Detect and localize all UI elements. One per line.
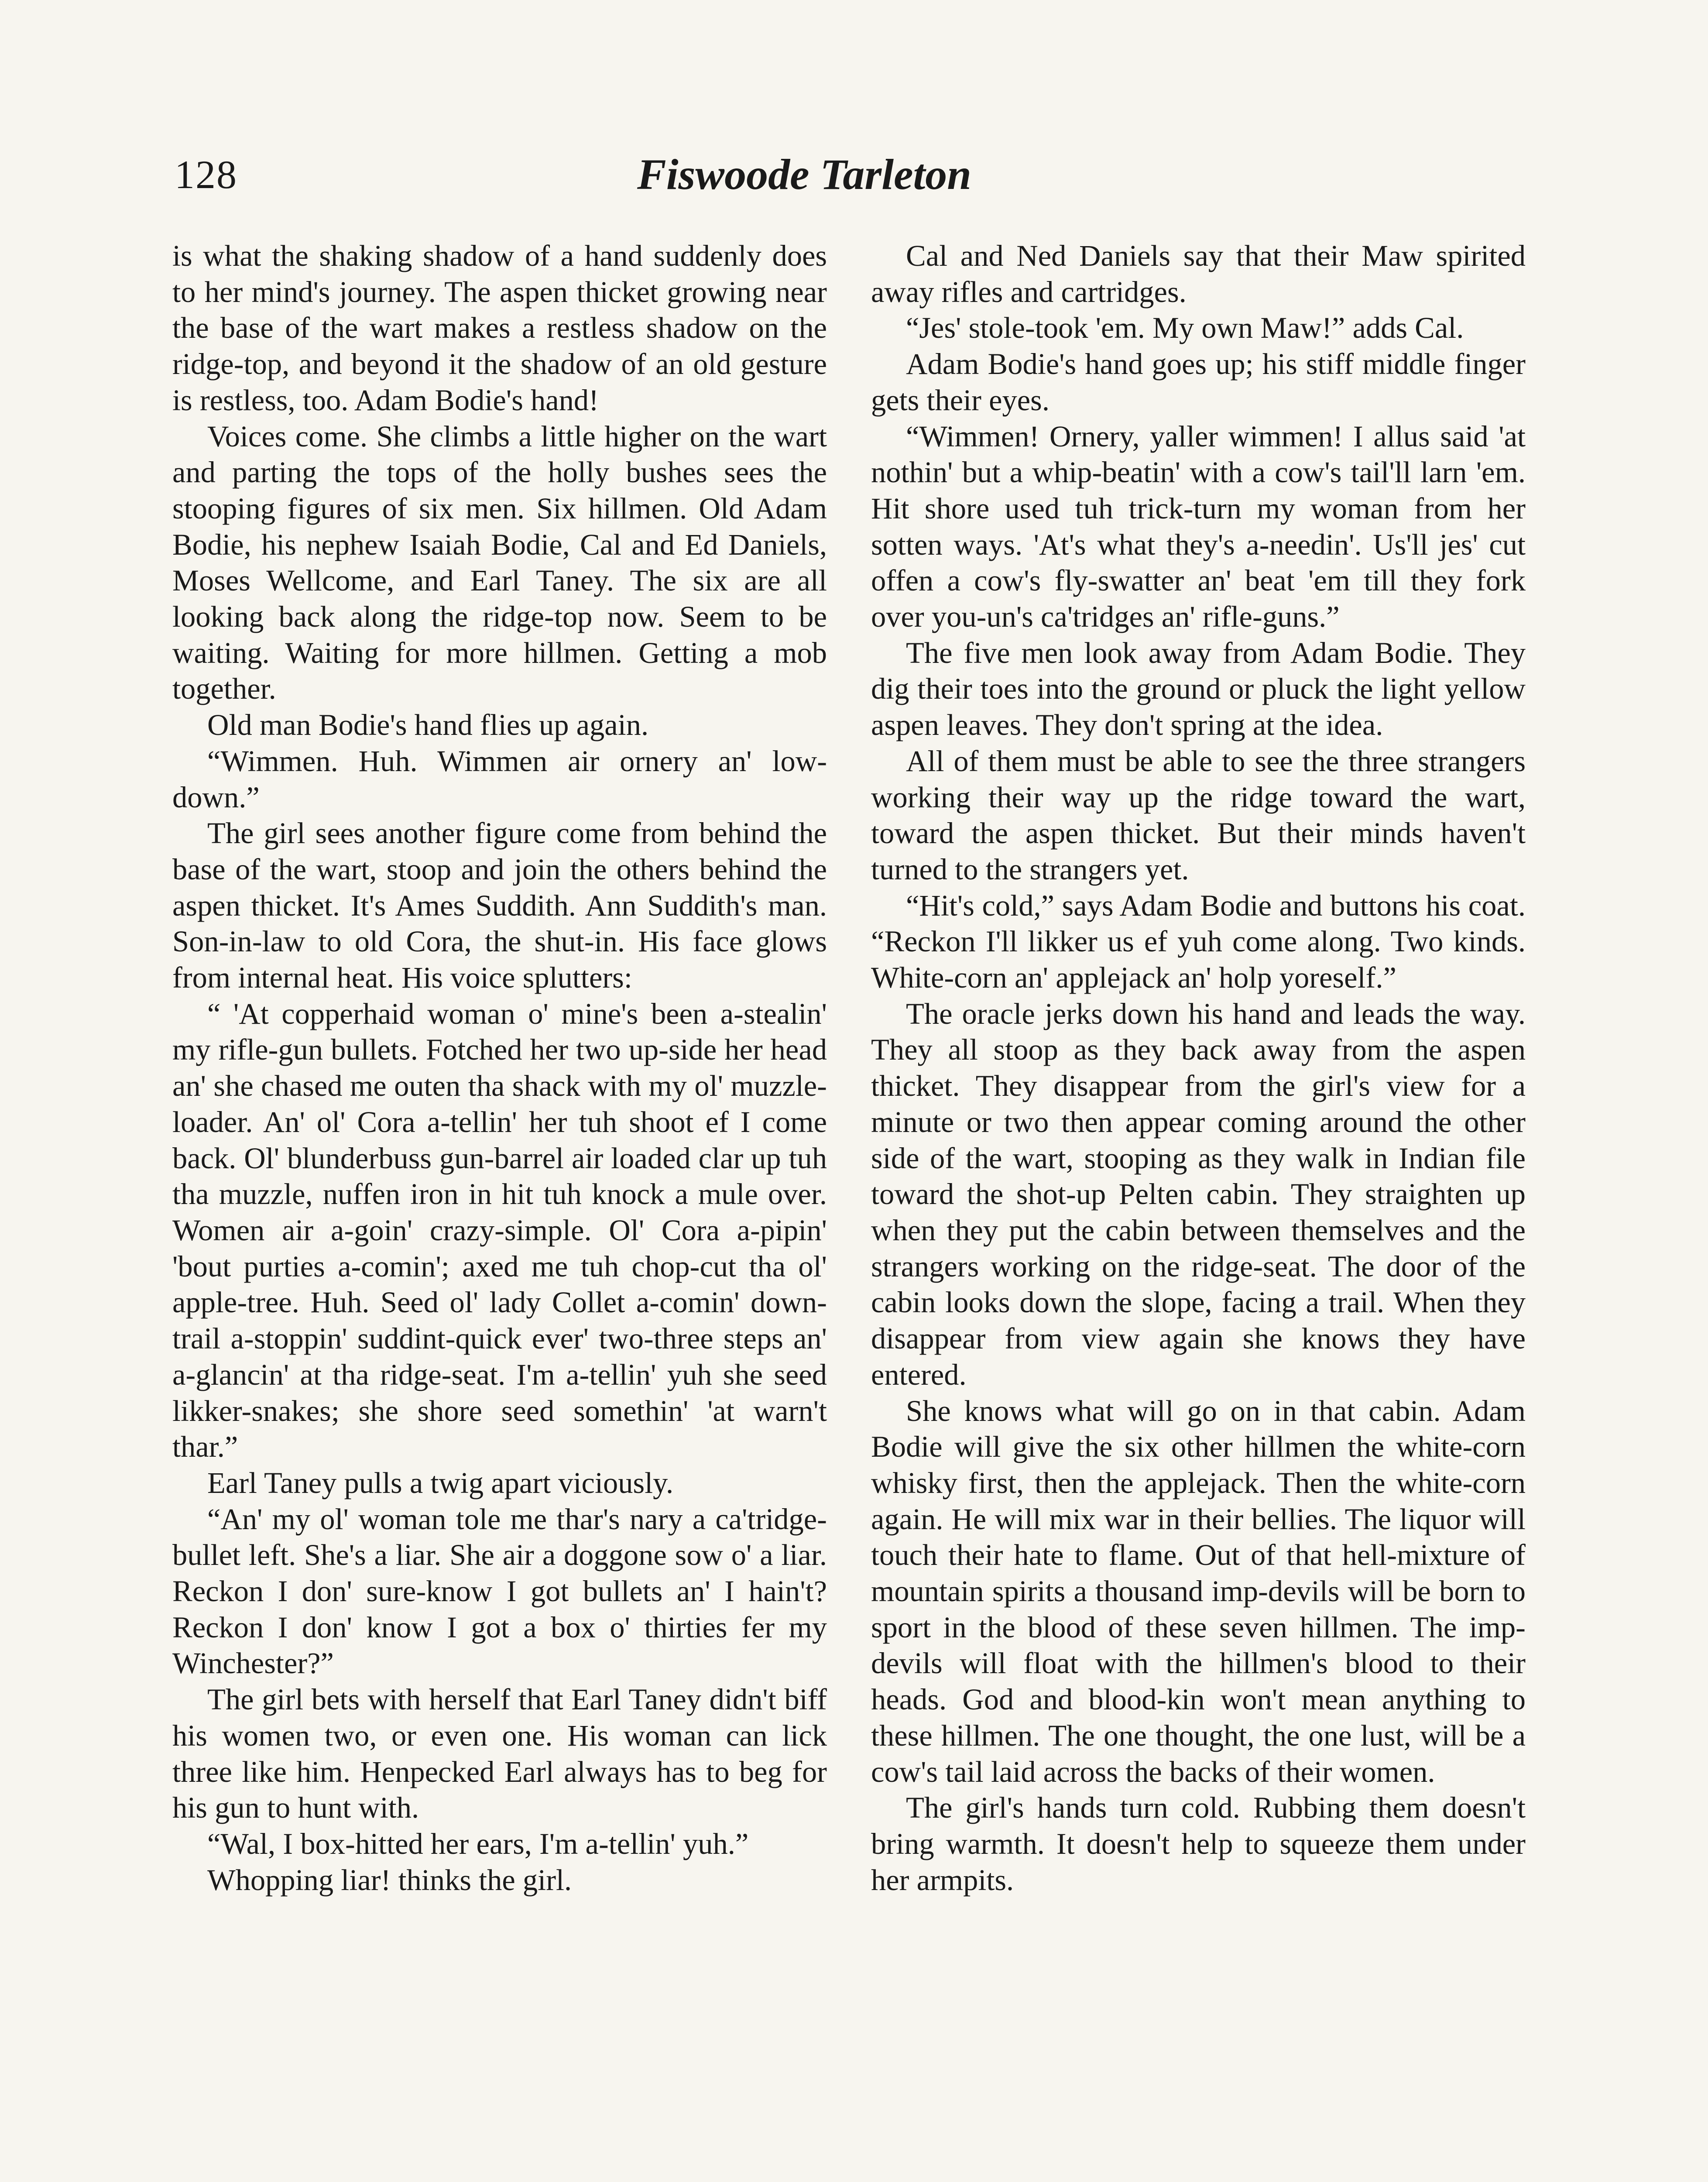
paragraph: Old man Bodie's hand flies up again. — [207, 708, 649, 742]
paragraph: is what the shaking shadow of a hand suddenly does to her mind's journey. The aspen thicket growing near the base of the wart makes a restless shadow on the ridge-top, and beyond it the shadow of an old gesture is restless, too. Adam Bodie's hand! — [172, 239, 827, 417]
paragraph: The girl sees another figure come from behind the base of the wart, stoop and join the others behind the aspen thicket. It's Ames Suddith. Ann Suddith's man. Son-in-law to old Cora, the shut-in. His face glows from internal heat. His voice splutters: — [172, 817, 827, 995]
paragraph: “Hit's cold,” says Adam Bodie and buttons his coat. “Reckon I'll likker us ef yuh come along. Two kinds. White-corn an' applejack an' holp yoreself.” — [871, 889, 1526, 995]
paragraph: The girl's hands turn cold. Rubbing them doesn't bring warmth. It doesn't help to squeeze them under her armpits. — [871, 1791, 1526, 1897]
paragraph: Whopping liar! thinks the girl. — [207, 1863, 572, 1897]
paragraph: All of them must be able to see the three strangers working their way up the ridge toward the wart, toward the aspen thicket. But their minds haven't turned to the strangers yet. — [871, 744, 1526, 886]
paragraph: “Wimmen! Ornery, yaller wimmen! I allus said 'at nothin' but a whip-beatin' with a cow's tail'll larn 'em. Hit shore used tuh trick-turn my woman from her sotten ways. 'At's what they's a-needin'. Us'll jes' cut offen a cow's fly-swatter an' beat 'em till they fork over you-un's ca'tridges an' rifle-guns.” — [871, 419, 1526, 634]
paragraph: Earl Taney pulls a twig apart viciously. — [207, 1466, 674, 1499]
paragraph: “Wal, I box-hitted her ears, I'm a-tellin' yuh.” — [207, 1827, 749, 1860]
running-title: Fiswoode Tarleton — [637, 150, 971, 199]
page-number: 128 — [175, 152, 237, 197]
paragraph: She knows what will go on in that cabin. Adam Bodie will give the six other hillmen the white-corn whisky first, then the applejack. Then the white-corn again. He will mix war in their bellies. The liquor will touch their hate to flame. Out of that hell-mixture of mountain spirits a thousand imp-devils will be born to sport in the blood of these seven hillmen. The imp-devils will float with the hillmen's blood to their heads. God and blood-kin won't mean anything to these hillmen. The one thought, the one lust, will be a cow's tail laid across the backs of their women. — [871, 1394, 1526, 1788]
paragraph: The oracle jerks down his hand and leads the way. They all stoop as they back away from the aspen thicket. They disappear from the girl's view for a minute or two then appear coming around the other side of the wart, stooping as they walk in Indian file toward the shot-up Pelten cabin. They straighten up when they put the cabin between themselves and the strangers working on the ridge-seat. The door of the cabin looks down the slope, facing a trail. When they disappear from view again she knows they have entered. — [871, 997, 1526, 1391]
page-header — [0, 144, 1708, 205]
paragraph: “Wimmen. Huh. Wimmen air ornery an' low-down.” — [172, 744, 827, 814]
paragraph: Cal and Ned Daniels say that their Maw spirited away rifles and cartridges. — [871, 239, 1526, 309]
right-column — [871, 238, 1526, 2182]
paragraph: The girl bets with herself that Earl Taney didn't biff his women two, or even one. His woman can lick three like him. Henpecked Earl always has to beg for his gun to hunt with. — [172, 1683, 827, 1825]
left-column — [172, 238, 827, 2182]
paragraph: Adam Bodie's hand goes up; his stiff middle finger gets their eyes. — [871, 347, 1526, 417]
paragraph: Voices come. She climbs a little higher on the wart and parting the tops of the holly bushes sees the stooping figures of six men. Six hillmen. Old Adam Bodie, his nephew Isaiah Bodie, Cal and Ed Daniels, Moses Wellcome, and Earl Taney. The six are all looking back along the ridge-top now. Seem to be waiting. Waiting for more hillmen. Getting a mob together. — [172, 419, 827, 706]
paragraph: The five men look away from Adam Bodie. They dig their toes into the ground or pluck the light yellow aspen leaves. They don't spring at the idea. — [871, 636, 1526, 742]
paragraph: “An' my ol' woman tole me thar's nary a ca'tridge-bullet left. She's a liar. She air a doggone sow o' a liar. Reckon I don' sure-know I got bullets an' I hain't? Reckon I don' know I got a box o' thirties fer my Winchester?” — [172, 1502, 827, 1680]
paragraph: “Jes' stole-took 'em. My own Maw!” adds Cal. — [906, 311, 1464, 345]
paragraph: “ 'At copperhaid woman o' mine's been a-stealin' my rifle-gun bullets. Fotched her two up-side her head an' she chased me outen tha shack with my ol' muzzle-loader. An' ol' Cora a-tellin' her tuh shoot ef I come back. Ol' blunderbuss gun-barrel air loaded clar up tuh tha muzzle, nuffen iron in hit tuh knock a mule over. Women air a-goin' crazy-simple. Ol' Cora a-pipin' 'bout purties a-comin'; axed me tuh chop-cut tha ol' apple-tree. Huh. Seed ol' lady Collet a-comin' down-trail a-stoppin' suddint-quick ever' two-three steps an' a-glancin' at tha ridge-seat. I'm a-tellin' yuh she seed likker-snakes; she shore seed somethin' 'at warn't thar.” — [172, 997, 827, 1464]
